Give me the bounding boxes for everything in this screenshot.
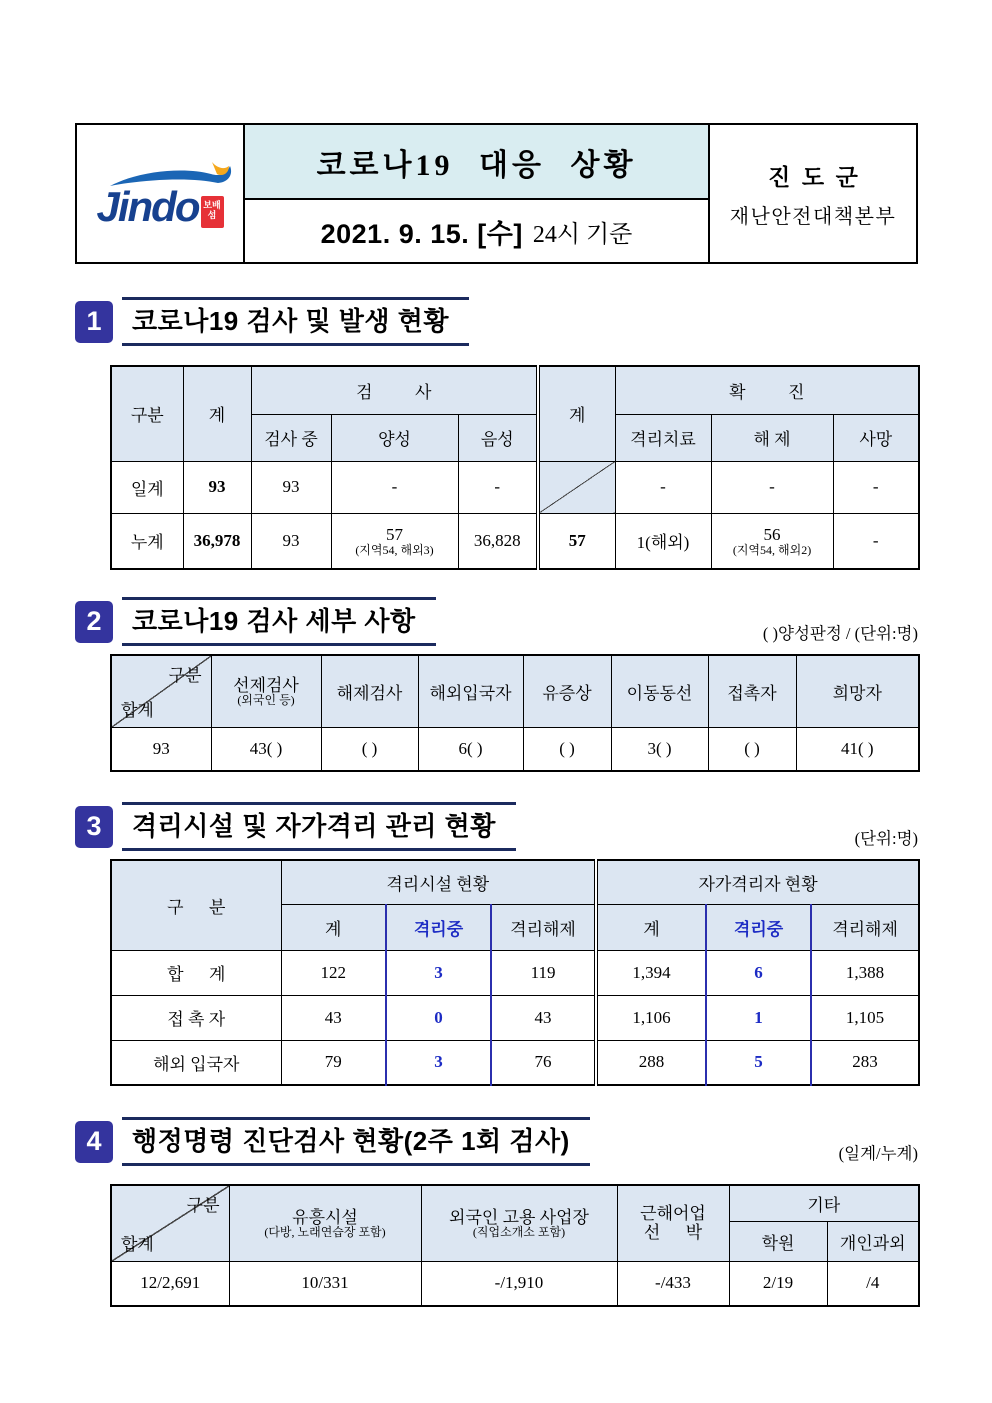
t1-daily-total: 93 [183, 461, 251, 513]
t4-diag-total: 합계 [121, 1234, 154, 1254]
report-date [245, 200, 708, 262]
document-header [75, 123, 918, 264]
t2-symptomatic: ( ) [523, 727, 611, 771]
t1-daily-confirmed-na-cell [538, 461, 615, 513]
t3-cell: 43 [281, 995, 386, 1040]
t2-total: 93 [111, 727, 211, 771]
t2-header-release-test: 해제검사 [321, 655, 418, 727]
issuing-org [710, 125, 916, 262]
report-title: 코로나19 대응 상황 [245, 125, 708, 200]
t3-row-overseas [111, 1040, 919, 1085]
t3-cell: 122 [281, 950, 386, 995]
t3-row-contact-label: 접 촉 자 [111, 995, 281, 1040]
t3-row-total [111, 950, 919, 995]
test-status-table [110, 365, 920, 570]
t1-header-in-care: 격리치료 [615, 414, 711, 461]
t2-release-test: ( ) [321, 727, 418, 771]
t2-header-route: 이동동선 [611, 655, 708, 727]
t3-self-active: 격리중 [706, 904, 811, 950]
t1-cum-positive-detail: (지역54, 해외3) [355, 542, 434, 557]
org-department: 재난안전대책본부 [729, 205, 897, 228]
t3-facility-released: 격리해제 [491, 904, 596, 950]
t4-fishing-vessel: -/433 [617, 1261, 729, 1306]
t1-daily-released: - [711, 461, 833, 513]
section-2-note: ( )양성판정 / (단위:명) [762, 624, 918, 644]
t2-diag-gubun: 구분 [168, 666, 202, 685]
section-1-badge: 1 [75, 301, 113, 343]
t1-daily-death: - [833, 461, 919, 513]
t1-cum-negative: 36,828 [458, 513, 538, 569]
t3-header-facility: 격리시설 현황 [281, 860, 596, 904]
t1-row-cumulative [111, 513, 919, 569]
section-3-badge: 3 [75, 806, 113, 848]
report-date-suffix: 24시 기준 [532, 221, 633, 248]
section-3-note: (단위:명) [854, 829, 918, 849]
t3-cell: 288 [596, 1040, 706, 1085]
t2-preemptive: 43( ) [211, 727, 321, 771]
t3-cell: 3 [386, 950, 491, 995]
t3-cell: 5 [706, 1040, 811, 1085]
test-detail-table [110, 654, 920, 772]
t4-header-foreign-workplace: 외국인 고용 사업장 (직업소개소 포함) [421, 1185, 617, 1261]
t3-cell: 1,105 [811, 995, 919, 1040]
section-4-note: (일계/누계) [838, 1144, 918, 1164]
t4-header-entertainment: 유흥시설 (다방, 노래연습장 포함) [229, 1185, 421, 1261]
t4-total: 12/2,691 [111, 1261, 229, 1306]
t3-facility-active: 격리중 [386, 904, 491, 950]
t1-header-confirmed-total: 계 [538, 366, 615, 461]
t3-cell: 1 [706, 995, 811, 1040]
t2-contact: ( ) [708, 727, 796, 771]
jindo-logo [77, 125, 245, 262]
t3-cell: 1,388 [811, 950, 919, 995]
t1-cum-label: 누계 [111, 513, 183, 569]
section-2-title: 코로나19 검사 세부 사항 [122, 597, 436, 646]
t1-cum-released-detail: (지역54, 해외2) [732, 542, 812, 557]
t2-header-voluntary: 희망자 [796, 655, 919, 727]
t3-cell: 1,394 [596, 950, 706, 995]
t2-route: 3( ) [611, 727, 708, 771]
t4-private-tutor: /4 [827, 1261, 919, 1306]
logo-stamp: 보배섬 [201, 196, 224, 228]
t3-row-overseas-label: 해외 입국자 [111, 1040, 281, 1085]
t3-self-released: 격리해제 [811, 904, 919, 950]
t3-header-self: 자가격리자 현황 [596, 860, 919, 904]
t1-header-negative: 음성 [458, 414, 538, 461]
t1-cum-total: 36,978 [183, 513, 251, 569]
admin-order-table [110, 1184, 920, 1307]
t2-overseas: 6( ) [418, 727, 523, 771]
t4-header-diagonal [111, 1185, 229, 1261]
t3-cell: 0 [386, 995, 491, 1040]
t1-header-released: 해 제 [711, 414, 833, 461]
section-4-title: 행정명령 진단검사 현황(2주 1회 검사) [122, 1117, 590, 1166]
t3-self-total: 계 [596, 904, 706, 950]
section-4-badge: 4 [75, 1121, 113, 1163]
t2-header-overseas: 해외입국자 [418, 655, 523, 727]
t1-daily-label: 일계 [111, 461, 183, 513]
t3-cell: 119 [491, 950, 596, 995]
t4-row-values [111, 1261, 919, 1306]
t2-diag-total: 합계 [121, 700, 154, 720]
t3-cell: 43 [491, 995, 596, 1040]
t2-row-values [111, 727, 919, 771]
t1-daily-negative: - [458, 461, 538, 513]
t1-daily-testing: 93 [251, 461, 331, 513]
t1-header-confirmed: 확 진 [615, 366, 919, 414]
t4-header-etc: 기타 [729, 1185, 919, 1221]
t1-cum-death: - [833, 513, 919, 569]
t4-header-academy: 학원 [729, 1221, 827, 1261]
t1-header-testing: 검사 중 [251, 414, 331, 461]
t3-cell: 1,106 [596, 995, 706, 1040]
org-name: 진 도 군 [768, 164, 858, 190]
section-4-heading [75, 1117, 918, 1166]
quarantine-table [110, 859, 920, 1086]
t4-header-private-tutor: 개인과외 [827, 1221, 919, 1261]
t2-header-diagonal [111, 655, 211, 727]
t1-cum-positive: 57 (지역54, 해외3) [331, 513, 458, 569]
t3-cell: 79 [281, 1040, 386, 1085]
t1-cum-released: 56 (지역54, 해외2) [711, 513, 833, 569]
t4-diag-gubun: 구분 [186, 1196, 220, 1215]
t1-daily-positive: - [331, 461, 458, 513]
t1-header-positive: 양성 [331, 414, 458, 461]
section-2-badge: 2 [75, 601, 113, 643]
t4-header-fishing-vessel: 근해어업 선 박 [617, 1185, 729, 1261]
t3-cell: 3 [386, 1040, 491, 1085]
t4-foreign-workplace: -/1,910 [421, 1261, 617, 1306]
t4-academy: 2/19 [729, 1261, 827, 1306]
t1-header-total: 계 [183, 366, 251, 461]
t1-header-gubun: 구분 [111, 366, 183, 461]
t1-cum-confirmed-total: 57 [538, 513, 615, 569]
t2-header-preemptive: 선제검사 (외국인 등) [211, 655, 321, 727]
section-3-title: 격리시설 및 자가격리 관리 현황 [122, 802, 516, 851]
t3-cell: 76 [491, 1040, 596, 1085]
t1-daily-in-care: - [615, 461, 711, 513]
t1-row-daily [111, 461, 919, 513]
t2-voluntary: 41( ) [796, 727, 919, 771]
section-1-title: 코로나19 검사 및 발생 현황 [122, 297, 469, 346]
t3-facility-total: 계 [281, 904, 386, 950]
t4-entertainment: 10/331 [229, 1261, 421, 1306]
t3-cell: 6 [706, 950, 811, 995]
section-1-heading [75, 297, 918, 346]
section-3-heading [75, 802, 918, 851]
t2-header-symptomatic: 유증상 [523, 655, 611, 727]
t3-row-contact [111, 995, 919, 1040]
t1-header-death: 사망 [833, 414, 919, 461]
t3-row-total-label: 합 계 [111, 950, 281, 995]
section-2-heading [75, 597, 918, 646]
logo-wordmark: Jindo [96, 182, 199, 230]
t1-cum-testing: 93 [251, 513, 331, 569]
t1-header-tests: 검 사 [251, 366, 538, 414]
t2-header-contact: 접촉자 [708, 655, 796, 727]
t3-header-gubun: 구 분 [111, 860, 281, 950]
header-center [245, 125, 710, 262]
t3-cell: 283 [811, 1040, 919, 1085]
t1-cum-in-care: 1(해외) [615, 513, 711, 569]
report-date-main: 2021. 9. 15. [수] [320, 218, 523, 249]
